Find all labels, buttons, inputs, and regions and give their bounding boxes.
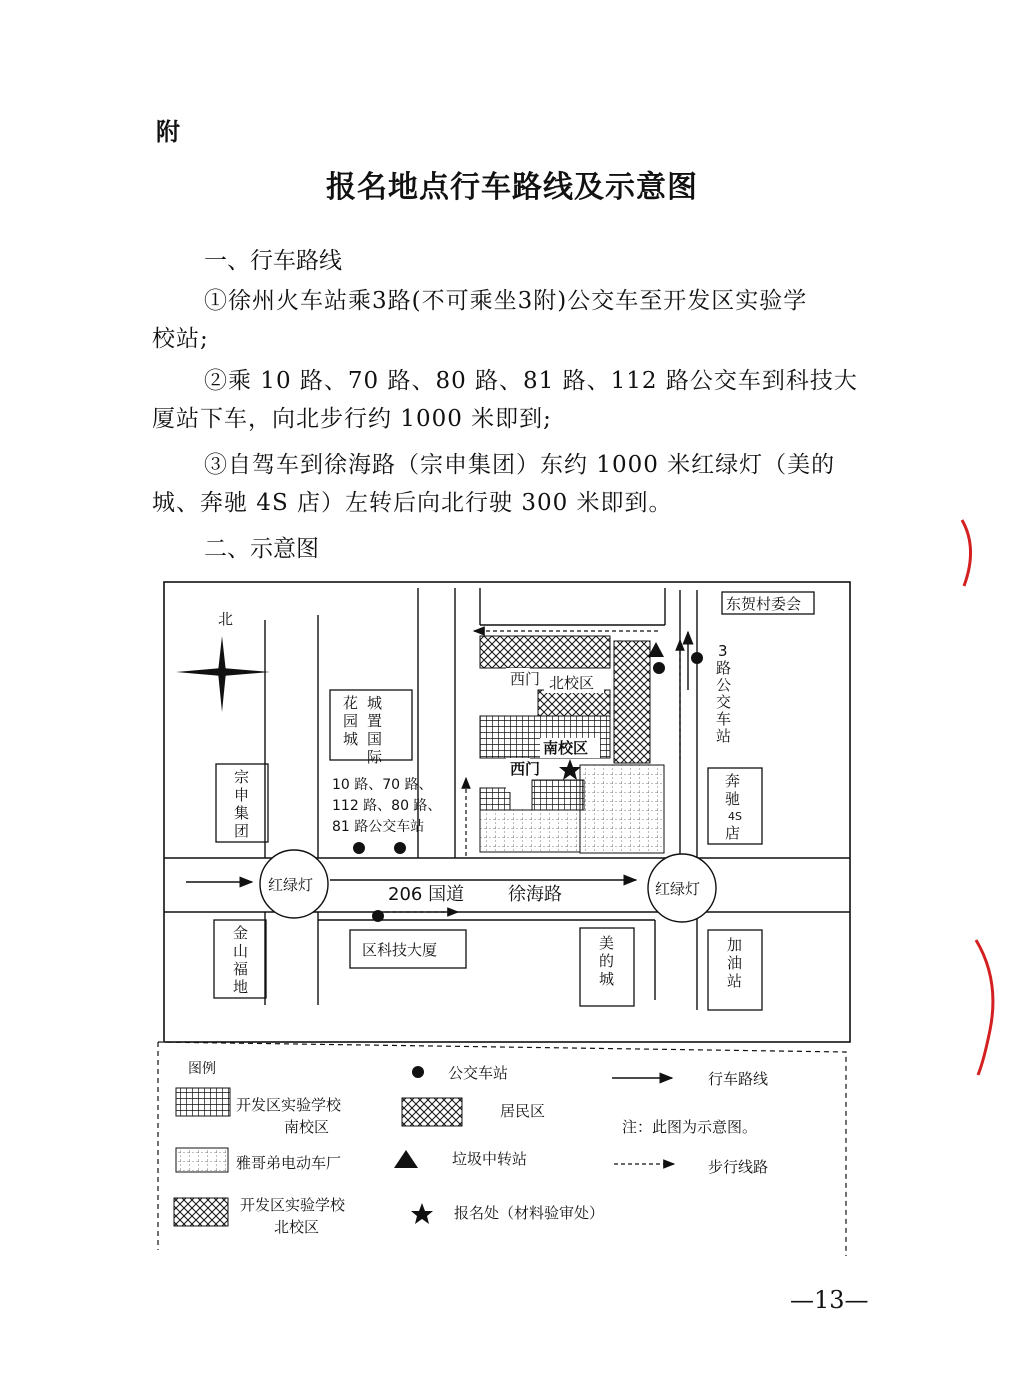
tech-building-label: 区科技大厦 — [362, 941, 438, 959]
route-3-line-1: ③自驾车到徐海路（宗申集团）东约 1000 米红绿灯（美的 — [204, 452, 836, 478]
registration-star-icon — [559, 759, 581, 780]
route-1-line-2: 校站; — [152, 326, 209, 352]
legend-garbage-label: 垃圾中转站 — [452, 1150, 528, 1168]
red-stamp-edge-bottom — [976, 940, 993, 1075]
route-2-line-1: ②乘 10 路、70 路、80 路、81 路、112 路公交车到科技大 — [204, 368, 858, 394]
legend-drive-route-label: 行车路线 — [708, 1070, 769, 1088]
legend-walk-route-label: 步行线路 — [708, 1158, 769, 1176]
traffic-light-left-label: 红绿灯 — [268, 876, 314, 894]
legend-garbage-icon — [394, 1150, 418, 1168]
legend-registration-star-icon — [411, 1203, 433, 1224]
bus-stop-icon-c — [372, 910, 384, 922]
north-campus-block — [538, 690, 610, 716]
legend-registration-label: 报名处（材料验审处） — [454, 1204, 605, 1222]
bus-stop-label-3: 81 路公交车站 — [332, 819, 425, 835]
route-3-line-2: 城、奔驰 4S 店）左转后向北行驶 300 米即到。 — [152, 490, 673, 516]
legend-factory-swatch — [176, 1148, 228, 1172]
gas-station-label: 加油站 — [727, 936, 743, 990]
compass-icon — [176, 636, 270, 712]
bus-stop-label-2: 112 路、80 路、 — [332, 798, 442, 814]
legend-residential-label: 居民区 — [500, 1102, 546, 1120]
legend-bus-stop-icon — [412, 1066, 424, 1078]
north-campus-block-east — [614, 641, 650, 763]
legend-north-campus-swatch — [174, 1198, 228, 1226]
appendix-label: 附 — [156, 118, 180, 146]
south-campus-label: 南校区 — [543, 739, 589, 757]
page-number: —13— — [790, 1286, 869, 1314]
west-gate-south-label: 西门 — [510, 760, 541, 778]
garden-city-label: 花园城 — [343, 694, 359, 748]
benchi-label: 奔驰 4S 店 — [725, 772, 742, 842]
legend-bus-stop-label: 公交车站 — [448, 1064, 509, 1082]
legend-residential-swatch — [402, 1098, 462, 1126]
meide-label: 美的城 — [599, 934, 615, 988]
legend-note: 注：此图为示意图。 — [622, 1118, 758, 1136]
route-1-line-1: ①徐州火车站乘3路(不可乘坐3附)公交车至开发区实验学 — [204, 288, 808, 314]
zongshen-label: 宗申集团 — [234, 768, 250, 840]
north-campus-label: 北校区 — [549, 674, 595, 692]
north-label: 北 — [218, 610, 234, 628]
jinshan-label: 金山福地 — [233, 924, 249, 996]
donghe-village-label: 东贺村委会 — [726, 595, 802, 613]
factory-block-south — [480, 810, 580, 852]
legend-title: 图例 — [188, 1061, 216, 1077]
legend-south-campus-swatch — [176, 1088, 230, 1116]
page-title: 报名地点行车路线及示意图 — [326, 170, 698, 205]
legend-north-campus-line1: 开发区实验学校 — [240, 1196, 346, 1214]
route-2-line-2: 厦站下车，向北步行约 1000 米即到; — [152, 406, 552, 432]
bus-3-stop-label: 3 路公交车站 — [716, 642, 732, 745]
section-heading-routes: 一、行车路线 — [204, 248, 342, 274]
section-heading-diagram: 二、示意图 — [204, 536, 319, 562]
south-campus-block-2 — [532, 780, 584, 810]
south-campus-block-3 — [480, 788, 510, 810]
bus-stop-icon-a — [353, 842, 365, 854]
intl-city-label: 城置国际 — [367, 694, 383, 766]
road-206-label: 206 国道 — [388, 884, 465, 905]
bus-stop-3-icon — [653, 662, 665, 674]
legend-factory-label: 雅哥弟电动车厂 — [236, 1154, 342, 1172]
road-xuhai-label: 徐海路 — [508, 884, 562, 905]
legend-south-campus-line2: 南校区 — [284, 1118, 330, 1136]
legend-north-campus-line2: 北校区 — [274, 1218, 320, 1236]
traffic-light-right-label: 红绿灯 — [655, 880, 701, 898]
red-stamp-edge-top — [962, 520, 971, 586]
factory-block — [580, 765, 664, 853]
residential-block — [480, 636, 610, 668]
legend-south-campus-line1: 开发区实验学校 — [236, 1096, 342, 1114]
bus-stop-icon-b — [394, 842, 406, 854]
bus-stop-3b-icon — [691, 652, 703, 664]
bus-stop-label-1: 10 路、70 路、 — [332, 777, 433, 793]
west-gate-north-label: 西门 — [510, 670, 541, 688]
